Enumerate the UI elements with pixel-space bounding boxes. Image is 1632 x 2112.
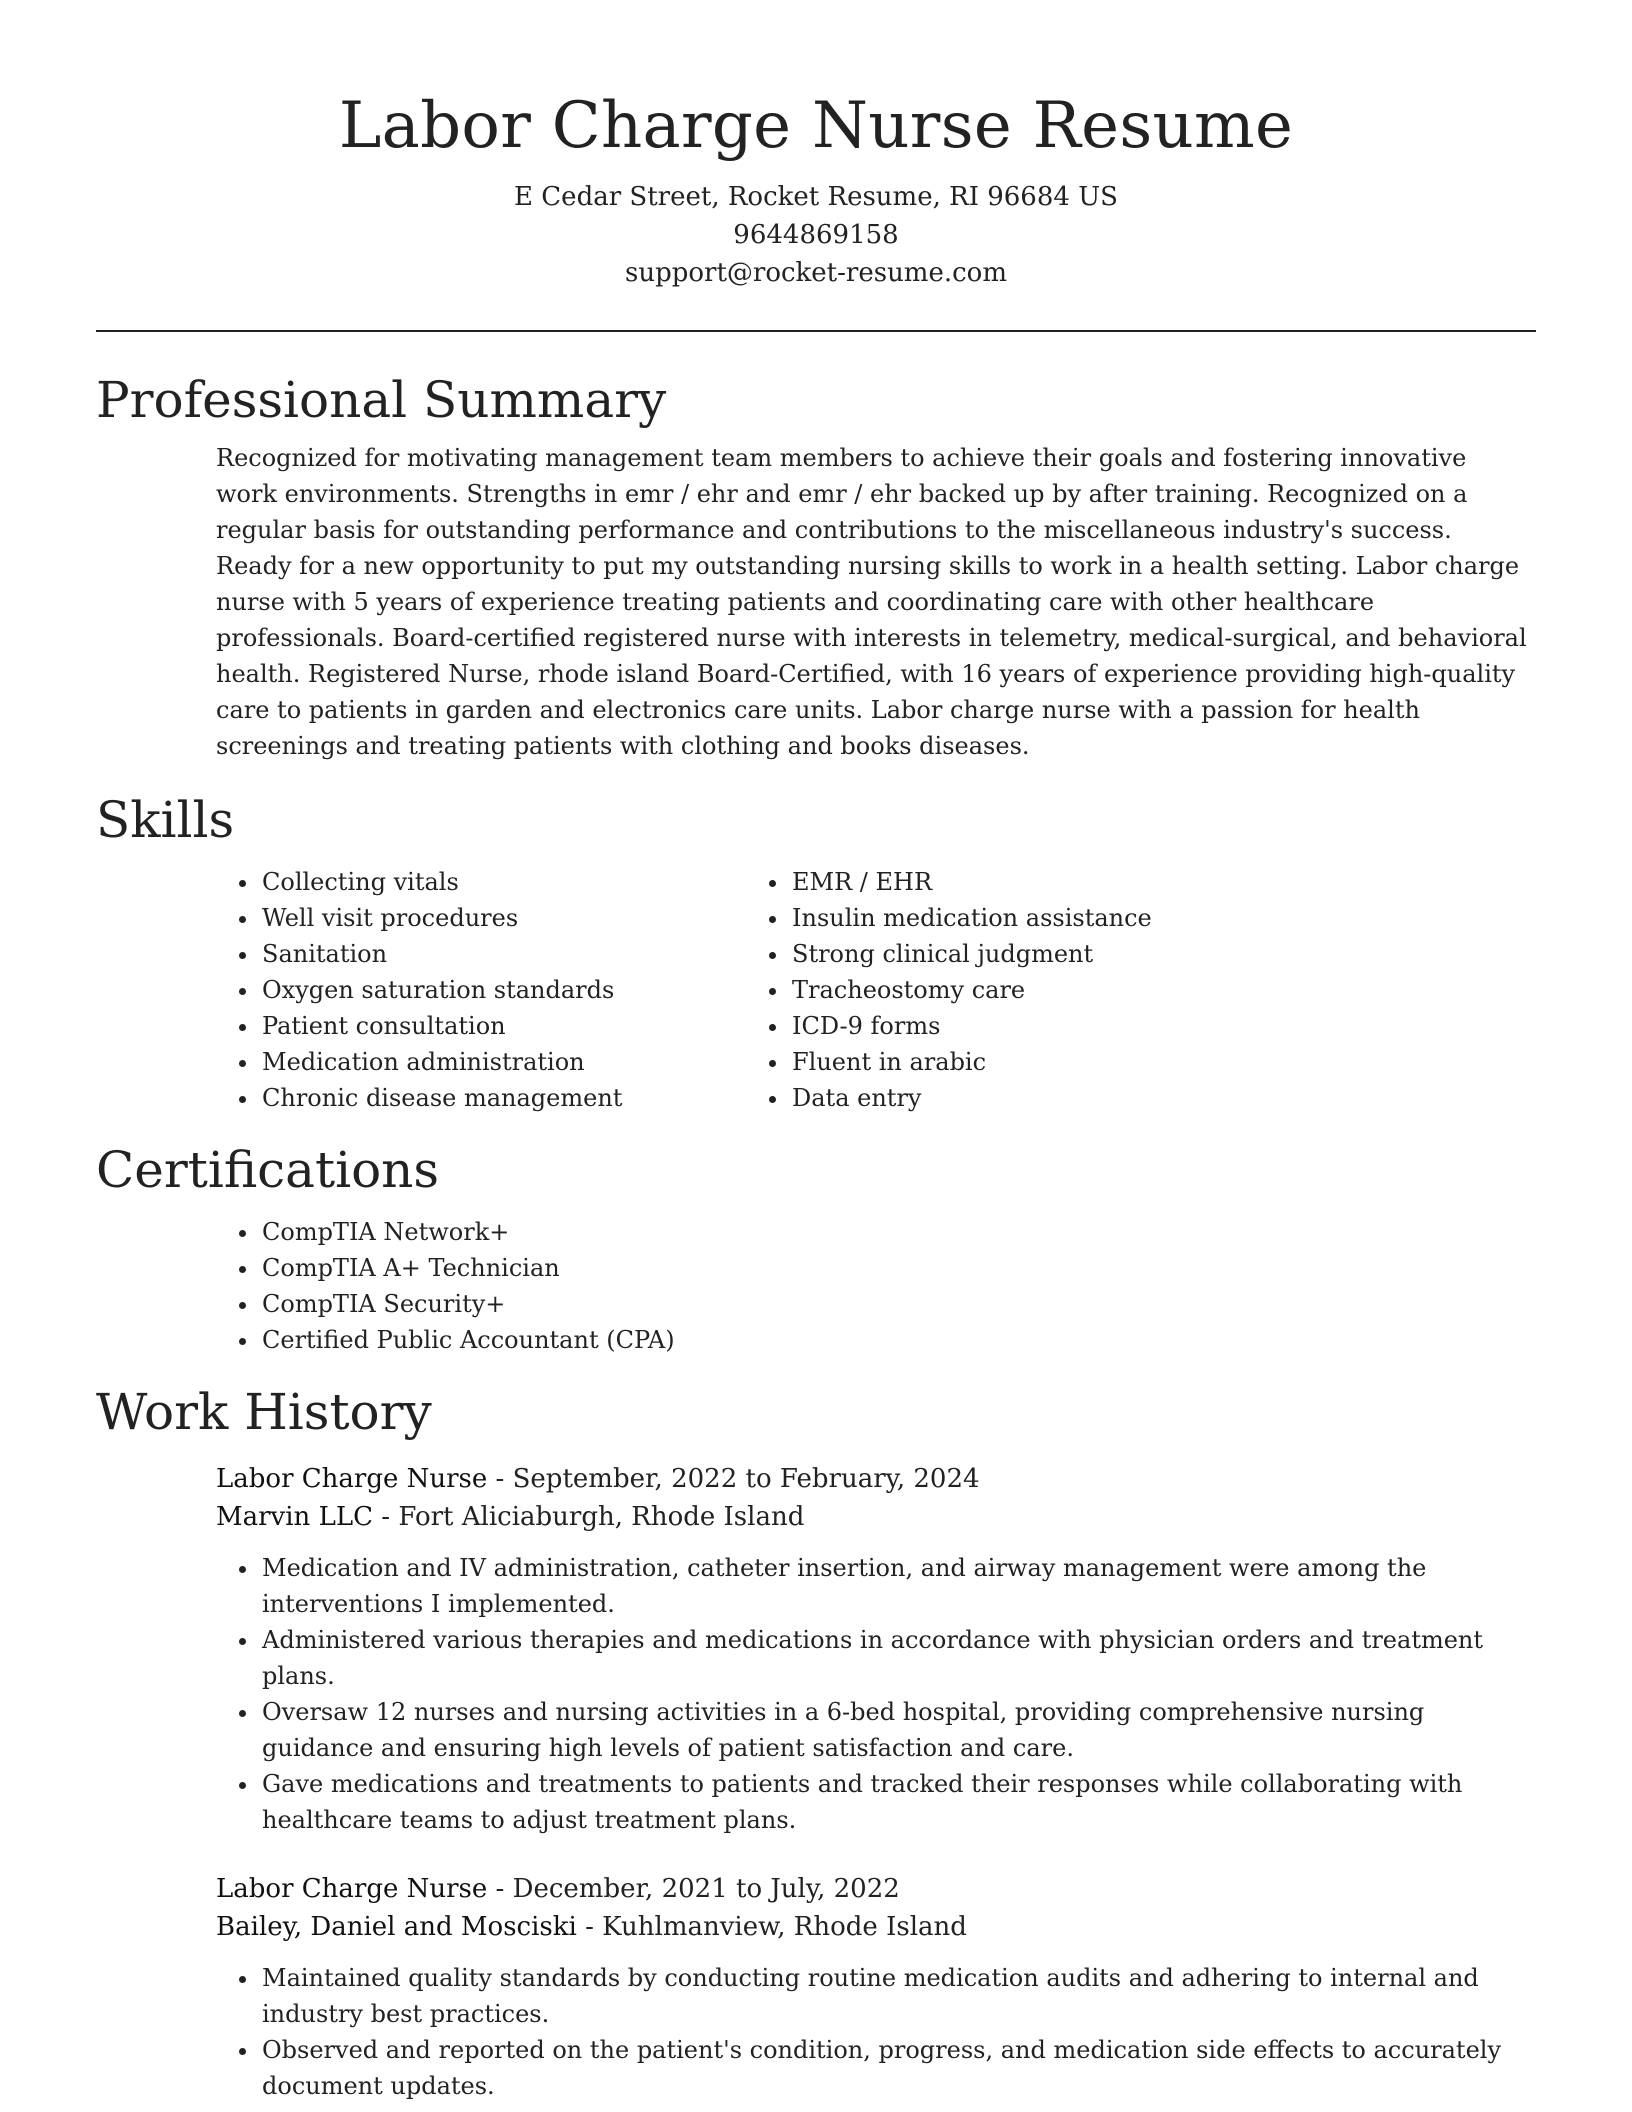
job-title-line: Labor Charge Nurse - September, 2022 to February, 2024	[216, 1464, 980, 1494]
contact-phone: 9644869158	[733, 220, 899, 250]
job-title: Labor Charge Nurse	[216, 1464, 488, 1494]
job-duties-list	[216, 1960, 1536, 2104]
skill-item: • Chronic disease management	[260, 1080, 746, 1116]
job-title: Labor Charge Nurse	[216, 1874, 488, 1904]
skill-item: • EMR / EHR	[790, 864, 1152, 900]
resume-title: Labor Charge Nurse Resume	[338, 89, 1294, 163]
job-company: Bailey, Daniel and Mosciski	[216, 1912, 577, 1942]
resume-header	[96, 0, 1536, 292]
summary-heading: Professional Summary	[96, 371, 667, 429]
job-entry	[216, 1460, 1536, 1838]
resume-page	[96, 0, 1536, 2104]
job-location: Fort Aliciaburgh, Rhode Island	[398, 1502, 805, 1532]
work-history-heading: Work History	[96, 1383, 432, 1441]
certification-item: • CompTIA Network+	[260, 1214, 1536, 1250]
skills-list	[96, 864, 1536, 1116]
job-duty: • Maintained quality standards by conducting routine medication audits and adhering to internal and industry best practices.	[260, 1960, 1536, 2032]
skill-item: • ICD-9 forms	[790, 1008, 1152, 1044]
job-duty: • Administered various therapies and medications in accordance with physician orders and treatment plans.	[260, 1622, 1536, 1694]
skill-item: • Sanitation	[260, 936, 746, 972]
job-company: Marvin LLC	[216, 1502, 373, 1532]
job-duty: • Observed and reported on the patient's condition, progress, and medication side effects to accurately document updates.	[260, 2032, 1536, 2104]
skill-item: • Data entry	[790, 1080, 1152, 1116]
contact-email: support@rocket-resume.com	[624, 258, 1007, 288]
skill-item: • Tracheostomy care	[790, 972, 1152, 1008]
header-divider	[96, 330, 1536, 332]
job-company-line: Bailey, Daniel and Mosciski - Kuhlmanview, Rhode Island	[216, 1912, 967, 1942]
skill-item: • Strong clinical judgment	[790, 936, 1152, 972]
job-duty: • Medication and IV administration, catheter insertion, and airway management were among the interventions I implemented.	[260, 1550, 1536, 1622]
job-dates: September, 2022 to February, 2024	[512, 1464, 980, 1494]
job-duty: • Oversaw 12 nurses and nursing activities in a 6-bed hospital, providing comprehensive nursing guidance and ensuring high levels of patient satisfaction and care.	[260, 1694, 1536, 1766]
skill-item: • Oxygen saturation standards	[260, 972, 746, 1008]
skill-item: • Collecting vitals	[260, 864, 746, 900]
skills-column-left	[96, 864, 746, 1116]
skills-column-right	[790, 864, 1152, 1116]
summary-text: Recognized for motivating management team members to achieve their goals and fostering innovative work environments. Strengths in emr / ehr and emr / ehr backed up by after training. Recognized on a regular basis for outstanding performance and contributions to the miscellaneous industry's success. Ready for a new opportunity to put my outstanding nursing skills to work in a health setting. Labor charge nurse with 5 years of experience treating patients and coordinating care with other healthcare professionals. Board-certified registered nurse with interests in telemetry, medical-surgical, and behavioral health. Registered Nurse, rhode island Board-Certified, with 16 years of experience providing high-quality care to patients in garden and electronics care units. Labor charge nurse with a passion for health screenings and treating patients with clothing and books diseases.	[216, 444, 1527, 760]
job-duties-list	[216, 1550, 1536, 1838]
skill-item: • Medication administration	[260, 1044, 746, 1080]
job-location: Kuhlmanview, Rhode Island	[602, 1912, 967, 1942]
job-dates: December, 2021 to July, 2022	[512, 1874, 900, 1904]
certification-item: • CompTIA A+ Technician	[260, 1250, 1536, 1286]
skill-item: • Well visit procedures	[260, 900, 746, 936]
certifications-list	[96, 1214, 1536, 1358]
certification-item: • Certified Public Accountant (CPA)	[260, 1322, 1536, 1358]
job-duty: • Gave medications and treatments to patients and tracked their responses while collaborating with healthcare teams to adjust treatment plans.	[260, 1766, 1536, 1838]
certifications-heading: Certifications	[96, 1141, 440, 1199]
certification-item: • CompTIA Security+	[260, 1286, 1536, 1322]
job-entry	[216, 1870, 1536, 2104]
contact-address: E Cedar Street, Rocket Resume, RI 96684 US	[514, 182, 1118, 212]
job-title-line: Labor Charge Nurse - December, 2021 to July, 2022	[216, 1874, 900, 1904]
skill-item: • Insulin medication assistance	[790, 900, 1152, 936]
skills-heading: Skills	[96, 791, 235, 849]
skill-item: • Patient consultation	[260, 1008, 746, 1044]
job-company-line: Marvin LLC - Fort Aliciaburgh, Rhode Island	[216, 1502, 805, 1532]
skill-item: • Fluent in arabic	[790, 1044, 1152, 1080]
